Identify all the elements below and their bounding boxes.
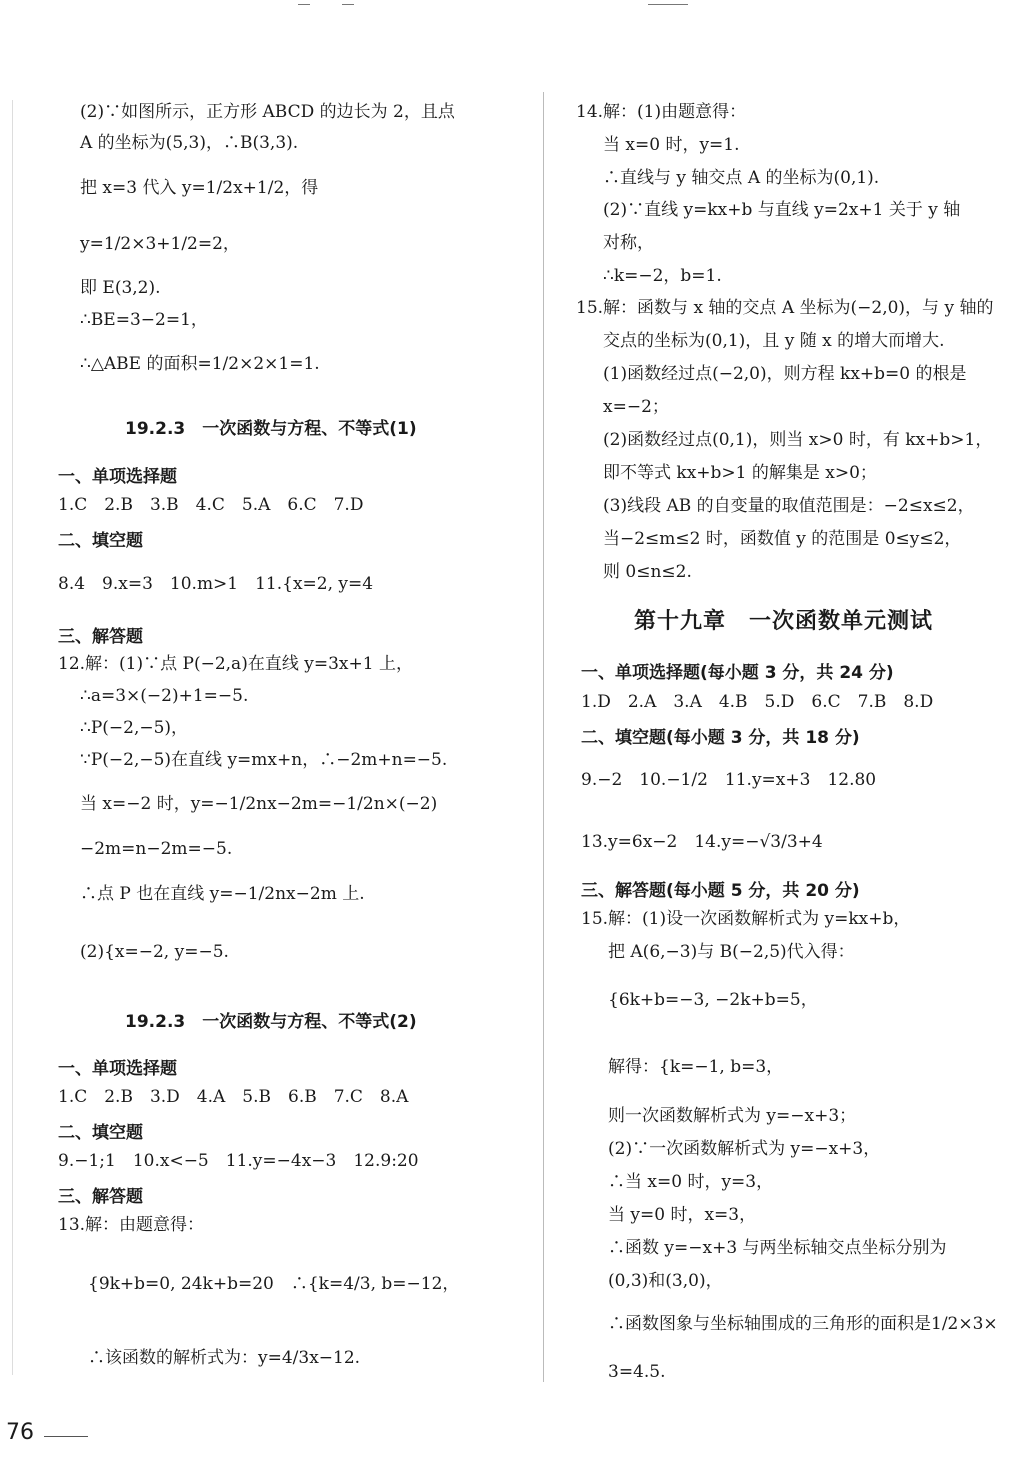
solution-line: {9k+b=0, 24k+b=20 ∴{k=4/3, b=−12， <box>88 1274 460 1294</box>
solution-line: ∴点 P 也在直线 y=−1/2nx−2m 上. <box>80 884 365 904</box>
section-heading: 二、填空题 <box>58 1123 143 1143</box>
solution-line: {6k+b=−3, −2k+b=5， <box>608 990 818 1010</box>
solution-line: 12.解：(1)∵点 P(−2,a)在直线 y=3x+1 上， <box>58 654 413 674</box>
solution-line: 当 x=−2 时，y=−1/2nx−2m=−1/2n×(−2) <box>80 794 438 814</box>
solution-line: (3)线段 AB 的自变量的取值范围是：−2≤x≤2， <box>603 496 975 516</box>
text-line: ∴△ABE 的面积=1/2×2×1=1. <box>80 354 320 374</box>
top-mark <box>648 4 688 5</box>
solution-line: (1)函数经过点(−2,0)，则方程 kx+b=0 的根是 <box>603 364 967 384</box>
solution-line: 则一次函数解析式为 y=−x+3； <box>608 1106 857 1126</box>
solution-line: 14.解：(1)由题意得： <box>576 102 747 122</box>
solution-line: (0,3)和(3,0)， <box>608 1271 723 1291</box>
solution-line: ∴直线与 y 轴交点 A 的坐标为(0,1). <box>603 168 880 188</box>
text-line: y=1/2×3+1/2=2， <box>80 234 240 254</box>
answer-line: 1.C 2.B 3.D 4.A 5.B 6.B 7.C 8.A <box>58 1087 409 1107</box>
solution-line: 解得：{k=−1, b=3， <box>608 1057 784 1077</box>
solution-line: −2m=n−2m=−5. <box>80 839 233 859</box>
solution-line: 15.解：函数与 x 轴的交点 A 坐标为(−2,0)，与 y 轴的 <box>576 298 994 318</box>
section-heading: 三、解答题 <box>58 1187 143 1207</box>
solution-line: ∴该函数的解析式为：y=4/3x−12. <box>88 1348 361 1368</box>
solution-line: ∴函数 y=−x+3 与两坐标轴交点坐标分别为 <box>608 1238 947 1258</box>
column-divider <box>543 92 544 1382</box>
text-line: (2)∵如图所示，正方形 ABCD 的边长为 2，且点 <box>80 102 455 122</box>
solution-line: 13.解：由题意得： <box>58 1215 205 1235</box>
solution-line: (2)∵一次函数解析式为 y=−x+3， <box>608 1139 881 1159</box>
answer-line: 1.D 2.A 3.A 4.B 5.D 6.C 7.B 8.D <box>581 692 934 712</box>
solution-line: 即不等式 kx+b>1 的解集是 x>0； <box>603 463 877 483</box>
solution-line: (2){x=−2, y=−5. <box>80 942 229 962</box>
page-number: 76 <box>6 1420 34 1445</box>
answer-line: 9.−1;1 10.x<−5 11.y=−4x−3 12.9:20 <box>58 1151 419 1171</box>
answer-line: 9.−2 10.−1/2 11.y=x+3 12.80 <box>581 770 877 790</box>
page-number-rule <box>44 1436 88 1437</box>
answer-line: 8.4 9.x=3 10.m>1 11.{x=2, y=4 <box>58 574 374 594</box>
left-margin-rule <box>12 100 13 1375</box>
section-heading: 三、解答题 <box>58 627 143 647</box>
solution-line: 当−2≤m≤2 时，函数值 y 的范围是 0≤y≤2， <box>603 529 962 549</box>
section-heading: 二、填空题(每小题 3 分，共 18 分) <box>581 728 860 748</box>
section-heading: 三、解答题(每小题 5 分，共 20 分) <box>581 881 860 901</box>
section-heading: 一、单项选择题(每小题 3 分，共 24 分) <box>581 663 894 683</box>
solution-line: 3=4.5. <box>608 1362 666 1382</box>
chapter-title: 第十九章 一次函数单元测试 <box>634 609 934 634</box>
solution-line: 对称， <box>603 233 654 253</box>
section-title: 19.2.3 一次函数与方程、不等式(2) <box>125 1012 417 1032</box>
top-mark <box>342 4 354 5</box>
top-mark <box>298 4 310 5</box>
solution-line: ∴P(−2,−5)， <box>80 718 189 738</box>
solution-line: 交点的坐标为(0,1)，且 y 随 x 的增大而增大. <box>603 331 945 351</box>
section-heading: 二、填空题 <box>58 531 143 551</box>
solution-line: ∴函数图象与坐标轴围成的三角形的面积是1/2×3× <box>608 1314 998 1334</box>
section-title: 19.2.3 一次函数与方程、不等式(1) <box>125 419 417 439</box>
solution-line: ∴k=−2，b=1. <box>603 266 722 286</box>
solution-line: ∴当 x=0 时，y=3， <box>608 1172 774 1192</box>
answer-line: 13.y=6x−2 14.y=−√3/3+4 <box>581 832 823 852</box>
section-heading: 一、单项选择题 <box>58 1059 177 1079</box>
answer-line: 1.C 2.B 3.B 4.C 5.A 6.C 7.D <box>58 495 364 515</box>
solution-line: 把 A(6,−3)与 B(−2,5)代入得： <box>608 942 855 962</box>
section-heading: 一、单项选择题 <box>58 467 177 487</box>
text-line: ∴BE=3−2=1， <box>80 310 208 330</box>
text-line: A 的坐标为(5,3)，∴B(3,3). <box>80 133 299 153</box>
solution-line: (2)∵直线 y=kx+b 与直线 y=2x+1 关于 y 轴 <box>603 200 961 220</box>
solution-line: (2)函数经过点(0,1)，则当 x>0 时，有 kx+b>1， <box>603 430 993 450</box>
solution-line: x=−2； <box>603 397 669 417</box>
solution-line: 则 0≤n≤2. <box>603 562 692 582</box>
solution-line: ∴a=3×(−2)+1=−5. <box>80 686 249 706</box>
solution-line: ∵P(−2,−5)在直线 y=mx+n，∴−2m+n=−5. <box>80 750 448 770</box>
solution-line: 当 y=0 时，x=3， <box>608 1205 757 1225</box>
solution-line: 15.解：(1)设一次函数解析式为 y=kx+b， <box>581 909 911 929</box>
text-line: 把 x=3 代入 y=1/2x+1/2，得 <box>80 178 319 198</box>
solution-line: 当 x=0 时，y=1. <box>603 135 740 155</box>
text-line: 即 E(3,2). <box>80 278 161 298</box>
